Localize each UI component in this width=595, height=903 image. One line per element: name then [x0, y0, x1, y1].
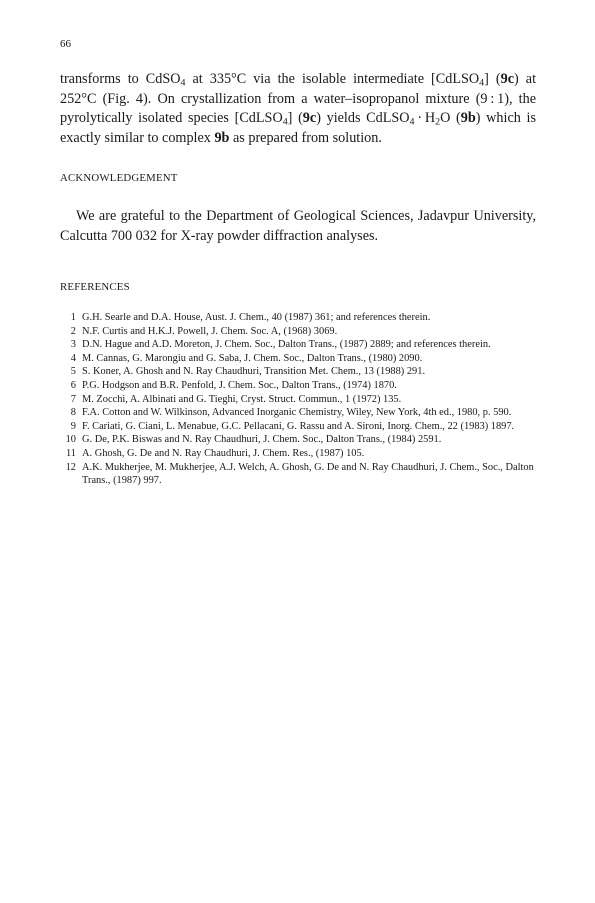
reference-text: G.H. Searle and D.A. House, Aust. J. Chem., 40 (1987) 361; and references therein.	[82, 312, 431, 323]
reference-item	[60, 311, 538, 325]
reference-number: 9	[70, 420, 76, 432]
reference-number: 1	[70, 312, 76, 323]
reference-text: A.K. Mukherjee, M. Mukherjee, A.J. Welch, A. Ghosh, G. De and N. Ray Chaudhuri, J. Chem., Soc., Dalton Trans., (1987) 997.	[82, 461, 534, 487]
reference-number: 12	[65, 461, 76, 473]
reference-item	[60, 461, 538, 488]
reference-text: N.F. Curtis and H.K.J. Powell, J. Chem. Soc. A, (1968) 3069.	[82, 325, 338, 337]
reference-number: 8	[70, 407, 76, 419]
reference-number: 7	[70, 393, 76, 405]
reference-number: 11	[65, 447, 76, 459]
reference-text: F.A. Cotton and W. Wilkinson, Advanced Inorganic Chemistry, Wiley, New York, 4th ed., 1980, p. 590.	[82, 407, 512, 419]
reference-number: 2	[70, 325, 76, 337]
reference-item	[60, 338, 538, 352]
reference-item	[60, 406, 538, 420]
reference-item	[60, 365, 538, 379]
reference-item	[60, 325, 538, 339]
reference-number: 10	[65, 434, 76, 446]
text-run: · H	[414, 110, 436, 126]
text-run: ) at 252°C (Fig. 4). On crystallization from a water–isopropanol mixture (9 : 1), the pyrolytically isolated species [CdLSO	[60, 71, 536, 126]
text-run: ) which is exactly similar to complex	[60, 110, 536, 146]
text-run: transforms to CdSO	[60, 71, 181, 87]
text-run: ] (	[287, 110, 303, 126]
text-run: ) yields CdLSO	[316, 110, 410, 126]
reference-text: A. Ghosh, G. De and N. Ray Chaudhuri, J. Chem. Res., (1987) 105.	[82, 447, 365, 459]
reference-text: S. Koner, A. Ghosh and N. Ray Chaudhuri, Transition Met. Chem., 13 (1988) 291.	[82, 366, 426, 378]
reference-text: G. De, P.K. Biswas and N. Ray Chaudhuri, J. Chem. Soc., Dalton Trans., (1984) 2591.	[82, 434, 442, 446]
reference-item	[60, 447, 538, 461]
reference-number: 4	[70, 352, 76, 364]
text-run: O (	[440, 110, 461, 126]
subscript: 4	[180, 77, 186, 89]
compound-label: 9b	[460, 110, 476, 126]
reference-number: 3	[70, 339, 76, 351]
acknowledgement-text: We are grateful to the Department of Geological Sciences, Jadavpur University, Calcutta 700 032 for X-ray powder diffraction analyses.	[60, 208, 536, 244]
compound-label: 9c	[500, 71, 515, 87]
reference-item	[60, 433, 538, 447]
text-run: as prepared from solution.	[229, 129, 382, 146]
subscript: 4	[282, 116, 288, 128]
compound-label: 9b	[214, 129, 230, 146]
text-run: ] (	[484, 71, 501, 87]
subscript: 4	[479, 77, 485, 89]
body-paragraph-text	[60, 70, 536, 148]
reference-number: 6	[70, 379, 76, 391]
text-run: at 335°C via the isolable intermediate [CdLSO	[185, 71, 480, 87]
reference-number: 5	[70, 366, 76, 378]
compound-label: 9c	[302, 110, 317, 126]
reference-text: M. Cannas, G. Marongiu and G. Saba, J. Chem. Soc., Dalton Trans., (1980) 2090.	[82, 352, 423, 364]
subscript: 2	[435, 116, 441, 128]
reference-text: D.N. Hague and A.D. Moreton, J. Chem. Soc., Dalton Trans., (1987) 2889; and references therein.	[82, 339, 491, 351]
acknowledgement-heading: ACKNOWLEDGEMENT	[60, 172, 178, 184]
reference-text: F. Cariati, G. Ciani, L. Menabue, G.C. Pellacani, G. Rassu and A. Sironi, Inorg. Chem., 22 (1983) 1897.	[82, 420, 515, 432]
reference-list	[60, 311, 538, 488]
references-heading: REFERENCES	[60, 281, 130, 293]
page-number: 66	[60, 38, 71, 50]
reference-text: P.G. Hodgson and B.R. Penfold, J. Chem. Soc., Dalton Trans., (1974) 1870.	[82, 379, 397, 391]
subscript: 4	[409, 116, 415, 128]
acknowledgement-paragraph	[60, 207, 536, 246]
reference-item	[60, 420, 538, 434]
body-paragraph	[60, 70, 536, 148]
reference-item	[60, 393, 538, 407]
reference-item	[60, 379, 538, 393]
reference-text: M. Zocchi, A. Albinati and G. Tieghi, Cryst. Struct. Commun., 1 (1972) 135.	[82, 393, 402, 405]
reference-item	[60, 352, 538, 366]
